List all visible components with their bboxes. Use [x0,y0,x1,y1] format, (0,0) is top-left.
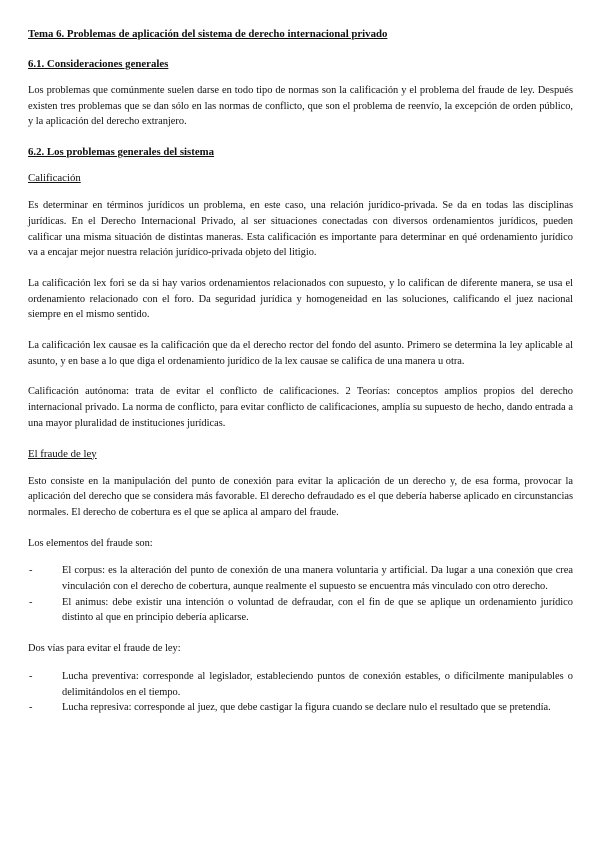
dash-bullet: - [29,596,33,608]
paragraph-elementos-intro: Los elementos del fraude son: [28,537,153,549]
list-item [28,700,573,716]
list-item [28,563,573,594]
document-title: Tema 6. Problemas de aplicación del sistema de derecho internacional privado [28,28,388,40]
paragraph-calificacion-autonoma: Calificación autónoma: trata de evitar el conflicto de calificaciones. 2 Teorías: conceptos amplios propios del derecho internacional privado. La norma de conflicto, para evitar conflicto de calificaciones, amplía su supuesto de hecho, dando entrada a una mayor pluralidad de instituciones jurídicas. [28,386,573,429]
paragraph-fraude-definicion: Esto consiste en la manipulación del punto de conexión para evitar la aplicación de un derecho y, de esa forma, provocar la aplicación del derecho que se considera más favorable. El derecho defraudado es el que debería haberse aplicado en circunstancias normales. El derecho de cobertura es el que se aplica al amparo del fraude. [28,475,573,518]
dash-bullet: - [29,565,33,577]
paragraph-consideraciones: Los problemas que comúnmente suelen darse en todo tipo de normas son la calificación y el problema del fraude de ley. Después existen tres problemas que se dan sólo en las normas de conflicto, que son el problema de reenvío, la excepción de orden público, y la aplicación del derecho extranjero. [28,85,573,128]
list-item-text: Lucha preventiva: corresponde al legislador, estableciendo puntos de conexión estables, o difícilmente manipulables o delimitándolos en el tiempo. [62,670,573,698]
list-vias-fraude [28,669,573,716]
paragraph-calificacion-lex-causae: La calificación lex causae es la calificación que da el derecho rector del fondo del asunto. Primero se determina la ley aplicable al asunto, y en base a lo que diga el ordenamiento jurídico de la lex causae se califica de una manera u otra. [28,340,573,367]
paragraph-calificacion-definicion: Es determinar en términos jurídicos un problema, en este caso, una relación jurídico-privada. Se da en todas las disciplinas jurídicas. En el Derecho Internacional Privado, al ser situaciones conectadas con diversos ordenamientos jurídicos, pueden calificar una misma situación de distintas maneras. Esta calificación es importante para determinar en qué ordenamiento jurídico va a encajar mejor nuestra relación jurídico-privada objeto del litigio. [28,200,573,259]
paragraph-calificacion-lex-fori: La calificación lex fori se da si hay varios ordenamientos relacionados con supuesto, y lo califican de diferente manera, se usa el ordenamiento relacionado con el foro. Da seguridad jurídica y homogeneidad en las soluciones, calificando el juez nacional siempre en el mismo sentido. [28,277,573,321]
section-heading-problemas-generales: 6.2. Los problemas generales del sistema [28,146,215,159]
list-elementos-fraude [28,563,573,626]
dash-bullet: - [29,702,33,714]
list-item-text: El animus: debe existir una intención o voluntad de defraudar, con el fin de que se aplique un ordenamiento jurídico distinto al que en principio debería aplicarse. [62,596,573,624]
list-item-text: El corpus: es la alteración del punto de conexión de una manera voluntaria y artificial. Da lugar a una conexión que crea vinculación con el derecho de cobertura, aunque realmente el supuesto se encuentra más vinculado con otro derecho. [62,565,573,593]
list-item [28,669,573,700]
subsection-heading-calificacion: Calificación [28,172,81,185]
list-item-text: Lucha represiva: corresponde al juez, que debe castigar la figura cuando se declare nulo el resultado que se pretendía. [62,702,551,714]
section-heading-consideraciones: 6.1. Consideraciones generales [28,58,169,70]
dash-bullet: - [29,670,33,682]
list-item [28,595,573,626]
subsection-heading-fraude-de-ley: El fraude de ley [28,447,97,460]
paragraph-vias-intro: Dos vías para evitar el fraude de ley: [28,643,181,655]
document-page [28,27,573,731]
